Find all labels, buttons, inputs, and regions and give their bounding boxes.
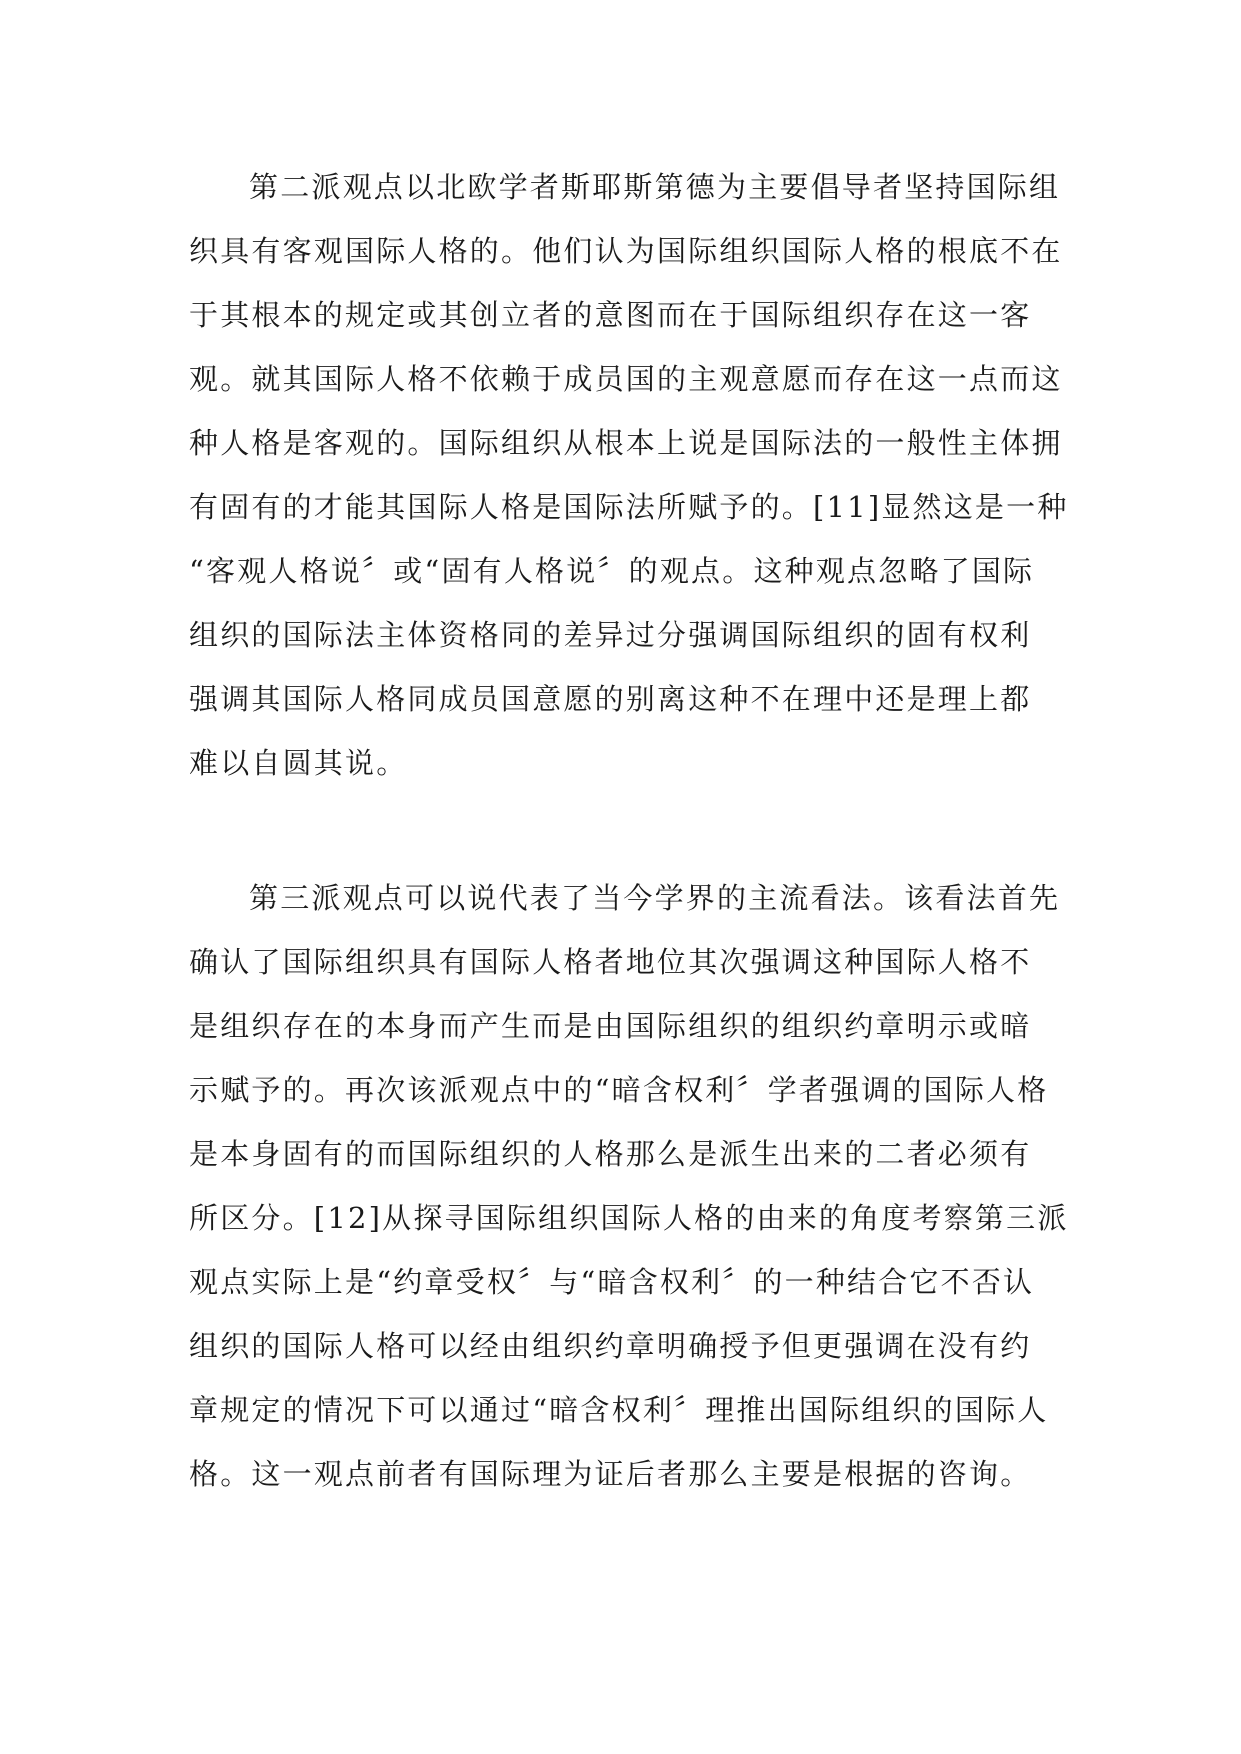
paragraph-third-school bbox=[189, 866, 1069, 1506]
text-line: 观点实际上是“约章受权〞与“暗含权利〞的一种结合它不否认 bbox=[189, 1265, 1035, 1299]
text-line: 织具有客观国际人格的。他们认为国际组织国际人格的根底不在 bbox=[189, 234, 1063, 268]
text-line: 格。这一观点前者有国际理为证后者那么主要是根据的咨询。 bbox=[189, 1457, 1032, 1491]
text-line: 于其根本的规定或其创立者的意图而在于国际组织存在这一客 bbox=[189, 298, 1032, 332]
text-line: 章规定的情况下可以通过“暗含权利〞理推出国际组织的国际人 bbox=[189, 1393, 1049, 1427]
text-line: “客观人格说〞或“固有人格说〞的观点。这种观点忽略了国际 bbox=[189, 554, 1035, 588]
text-line: 示赋予的。再次该派观点中的“暗含权利〞学者强调的国际人格 bbox=[189, 1073, 1049, 1107]
text-line: 组织的国际人格可以经由组织约章明确授予但更强调在没有约 bbox=[189, 1329, 1032, 1363]
text-line: 有固有的才能其国际人格是国际法所赋予的。[11]显然这是一种 bbox=[189, 490, 1069, 524]
text-line: 难以自圆其说。 bbox=[189, 746, 408, 780]
text-line: 第三派观点可以说代表了当今学界的主流看法。该看法首先 bbox=[249, 881, 1061, 915]
text-line: 第二派观点以北欧学者斯耶斯第德为主要倡导者坚持国际组 bbox=[249, 170, 1061, 204]
text-line: 观。就其国际人格不依赖于成员国的主观意愿而存在这一点而这 bbox=[189, 362, 1063, 396]
text-line: 种人格是客观的。国际组织从根本上说是国际法的一般性主体拥 bbox=[189, 426, 1063, 460]
text-line: 强调其国际人格同成员国意愿的别离这种不在理中还是理上都 bbox=[189, 682, 1032, 716]
text-line: 所区分。[12]从探寻国际组织国际人格的由来的角度考察第三派 bbox=[189, 1201, 1069, 1235]
paragraph-second-school bbox=[189, 155, 1069, 795]
text-line: 组织的国际法主体资格同的差异过分强调国际组织的固有权利 bbox=[189, 618, 1032, 652]
text-line: 确认了国际组织具有国际人格者地位其次强调这种国际人格不 bbox=[189, 945, 1032, 979]
text-line: 是本身固有的而国际组织的人格那么是派生出来的二者必须有 bbox=[189, 1137, 1032, 1171]
text-line: 是组织存在的本身而产生而是由国际组织的组织约章明示或暗 bbox=[189, 1009, 1032, 1043]
